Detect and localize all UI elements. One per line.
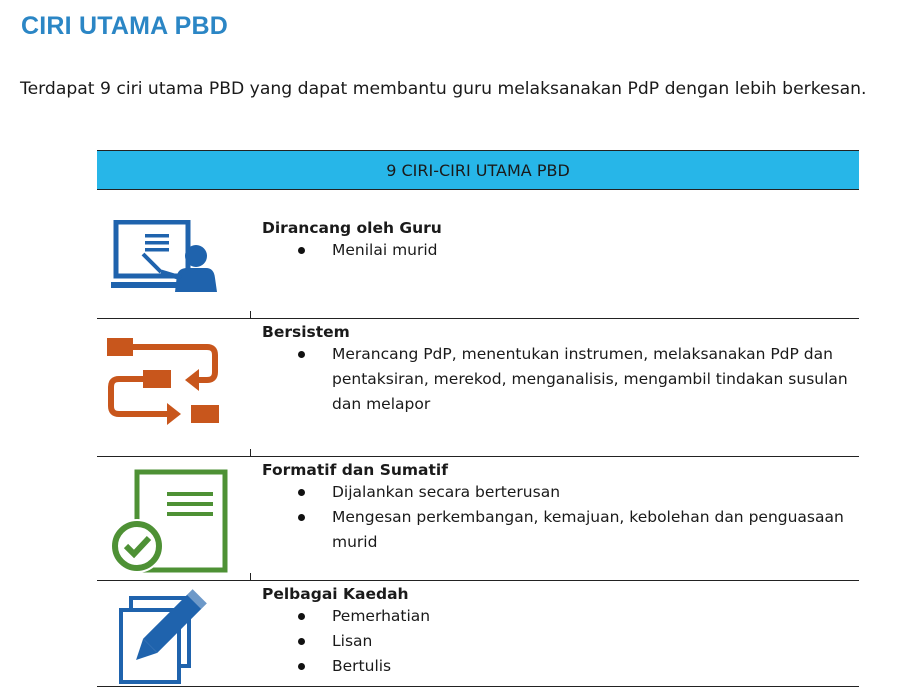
bullet-item: Menilai murid: [262, 238, 857, 263]
bullet-item: Lisan: [262, 629, 857, 654]
document-pencil-icon: [115, 588, 215, 686]
bullet-list: [262, 342, 857, 417]
table-row: [97, 458, 859, 581]
bullet-item: Dijalankan secara berterusan: [262, 480, 857, 505]
bullet-list: [262, 604, 857, 679]
table-row: [97, 190, 859, 319]
bullet-item: Mengesan perkembangan, kemajuan, kebolehan dan penguasaan murid: [262, 505, 857, 555]
bullet-list: [262, 480, 857, 555]
row-heading: Pelbagai Kaedah: [262, 585, 409, 603]
features-table: [97, 150, 859, 675]
row-heading: Bersistem: [262, 323, 350, 341]
checklist-document-icon: [105, 466, 231, 576]
table-row: [97, 582, 859, 687]
bullet-item: Bertulis: [262, 654, 857, 679]
row-heading: Formatif dan Sumatif: [262, 461, 448, 479]
bullet-item: Merancang PdP, menentukan instrumen, melaksanakan PdP dan pentaksiran, merekod, menganalisis, mengambil tindakan susulan dan melapor: [262, 342, 857, 417]
table-header: 9 CIRI-CIRI UTAMA PBD: [97, 150, 859, 190]
intro-paragraph: Terdapat 9 ciri utama PBD yang dapat membantu guru melaksanakan PdP dengan lebih berkesan.: [20, 79, 867, 99]
process-flow-icon: [105, 336, 223, 430]
page-title: CIRI UTAMA PBD: [21, 12, 228, 40]
teacher-board-icon: [109, 220, 219, 294]
row-heading: Dirancang oleh Guru: [262, 219, 442, 237]
table-row: [97, 320, 859, 457]
bullet-list: [262, 238, 857, 263]
bullet-item: Pemerhatian: [262, 604, 857, 629]
